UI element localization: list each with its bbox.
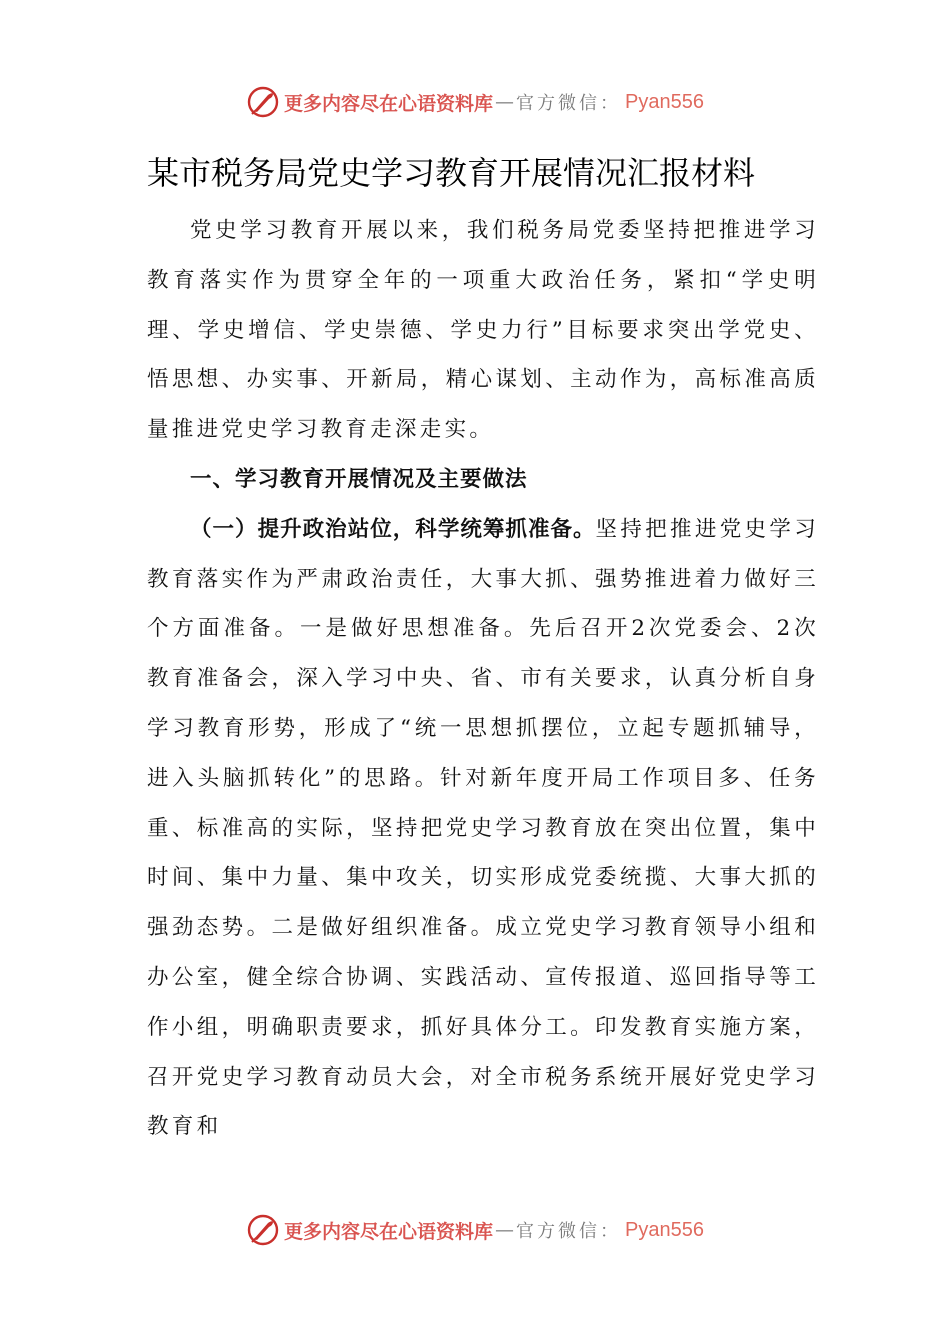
banner-label: 官方微信： [516,93,622,114]
document-body [147,150,819,1152]
document-title: 某市税务局党史学习教育开展情况汇报材料 [147,154,756,192]
header-banner [0,80,950,124]
banner-wechat-id: Pyan556 [625,1218,704,1241]
banner-main-text: 更多内容尽在心语资料库 [284,1220,494,1243]
footer-banner [0,1208,950,1252]
banner-separator: — [495,1219,515,1241]
banner-main-text: 更多内容尽在心语资料库 [284,92,494,115]
subsection-paragraph [147,505,819,1152]
banner-wechat-id: Pyan556 [625,90,704,113]
banner-separator: — [495,91,515,113]
intro-paragraph: 党史学习教育开展以来，我们税务局党委坚持把推进学习教育落实作为贯穿全年的一项重大政治任务，紧扣“学史明理、学史增信、学史崇德、学史力行”目标要求突出学党史、悟思想、办实事、开新局，精心谋划、主动作为，高标准高质量推进党史学习教育走深走实。 [147,218,819,443]
subsection-body: 坚持把推进党史学习教育落实作为严肃政治责任，大事大抓、强势推进着力做好三个方面准备。一是做好思想准备。先后召开2次党委会、2次教育准备会，深入学习中央、省、市有关要求，认真分析自身学习教育形势，形成了“统一思想抓摆位，立起专题抓辅导，进入头脑抓转化”的思路。针对新年度开局工作项目多、任务重、标准高的实际，坚持把党史学习教育放在突出位置，集中时间、集中力量、集中攻关，切实形成党委统揽、大事大抓的强劲态势。二是做好组织准备。成立党史学习教育领导小组和办公室，健全综合协调、实践活动、宣传报道、巡回指导等工作小组，明确职责要求，抓好具体分工。印发教育实施方案，召开党史学习教育动员大会，对全市税务系统开展好党史学习教育和 [147,516,819,1140]
quill-logo-icon [246,1213,280,1247]
banner-label: 官方微信： [516,1221,622,1242]
section-heading: 一、学习教育开展情况及主要做法 [190,466,528,492]
quill-logo-icon [246,85,280,119]
subsection-lead: （一）提升政治站位，科学统筹抓准备。 [190,516,596,542]
